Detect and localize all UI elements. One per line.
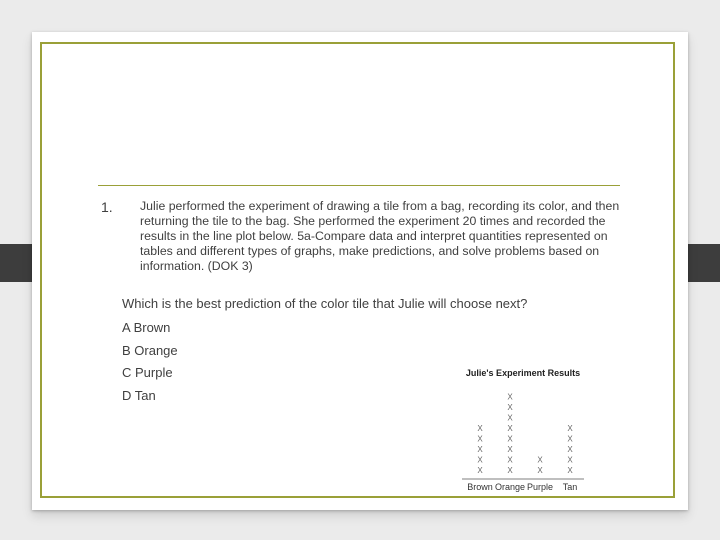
plot-mark-orange: X <box>507 424 513 433</box>
plot-mark-brown: X <box>477 445 483 454</box>
category-label-brown: Brown <box>467 482 493 492</box>
line-plot-chart <box>460 365 586 493</box>
plot-mark-tan: X <box>567 466 573 475</box>
category-label-orange: Orange <box>494 482 526 492</box>
question-text: Julie performed the experiment of drawing a tile from a bag, recording its color, and then returning the tile to the bag. She performed the experiment 20 times and recorded the results in the line plot below. 5a-Compare data and interpret quantities represented on tables and different types of graphs, make predictions, and solve problems based on information. (DOK 3) <box>140 199 620 273</box>
plot-mark-orange: X <box>507 413 513 423</box>
plot-mark-tan: X <box>567 445 573 454</box>
plot-mark-tan: X <box>567 424 573 433</box>
plot-mark-orange: X <box>507 434 513 444</box>
plot-mark-purple: X <box>537 455 543 465</box>
plot-mark-brown: X <box>477 424 483 433</box>
option-b[interactable]: B Orange <box>122 343 178 358</box>
chart-title: Julie's Experiment Results <box>465 368 581 378</box>
plot-mark-orange: X <box>507 466 513 475</box>
category-label-purple: Purple <box>526 482 554 492</box>
category-label-tan: Tan <box>562 482 578 492</box>
plot-mark-orange: X <box>507 455 513 465</box>
plot-mark-tan: X <box>567 455 573 465</box>
plot-mark-tan: X <box>567 434 573 444</box>
plot-mark-brown: X <box>477 466 483 475</box>
divider-line <box>98 185 620 186</box>
option-c[interactable]: C Purple <box>122 365 173 380</box>
plot-mark-purple: X <box>537 466 543 475</box>
plot-mark-brown: X <box>477 455 483 465</box>
option-a[interactable]: A Brown <box>122 320 171 335</box>
plot-mark-orange: X <box>507 392 513 402</box>
question-prompt: Which is the best prediction of the color tile that Julie will choose next? <box>122 296 528 311</box>
option-d[interactable]: D Tan <box>122 388 156 403</box>
question-number: 1. <box>101 199 113 215</box>
slide <box>32 32 688 510</box>
plot-mark-orange: X <box>507 403 513 412</box>
plot-mark-brown: X <box>477 434 483 444</box>
plot-mark-orange: X <box>507 445 513 454</box>
